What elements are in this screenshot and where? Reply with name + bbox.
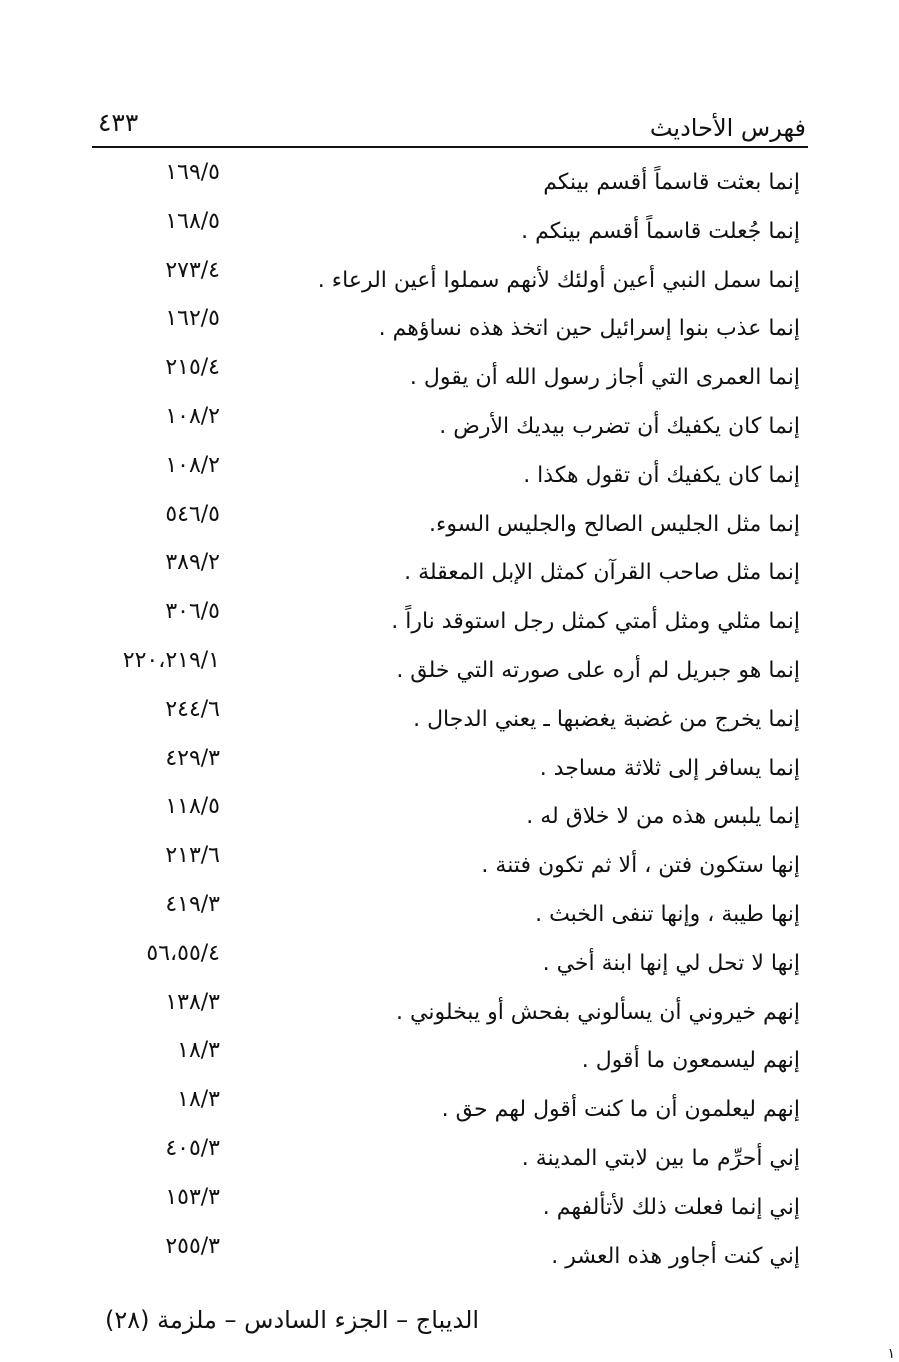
volume-page-reference: ٤١٩/٣ — [165, 891, 220, 917]
hadith-text: إنهم خيروني أن يسألوني بفحش أو يبخلوني . — [396, 999, 800, 1025]
corner-mark: ١ — [887, 1346, 895, 1362]
volume-page-reference: ٣٠٦/٥ — [165, 599, 220, 625]
index-entry — [90, 599, 800, 648]
index-entry — [90, 1038, 800, 1087]
volume-page-reference: ٢٧٣/٤ — [165, 257, 220, 283]
hadith-text: إني أحرِّم ما بين لابتي المدينة . — [521, 1145, 800, 1171]
hadith-text: إنما سمل النبي أعين أولئك لأنهم سملوا أعين الرعاء . — [317, 267, 800, 293]
volume-page-reference: ١٥٣/٣ — [165, 1184, 220, 1210]
volume-page-reference: ٤٠٥/٣ — [165, 1135, 220, 1161]
page-title: فهرس الأحاديث — [649, 114, 806, 142]
index-entry — [90, 746, 800, 795]
index-entry — [90, 258, 800, 307]
volume-page-reference: ١٦٩/٥ — [165, 160, 220, 185]
hadith-text: إنها ستكون فتن ، ألا ثم تكون فتنة . — [481, 853, 800, 879]
volume-page-reference: ١٦٨/٥ — [165, 208, 220, 234]
hadith-index-list — [90, 160, 800, 1282]
volume-page-reference: ١٨/٣ — [177, 1087, 220, 1113]
hadith-text: إنما مثل صاحب القرآن كمثل الإبل المعقلة . — [404, 560, 800, 586]
volume-page-reference: ٣٨٩/٢ — [165, 550, 220, 576]
volume-page-reference: ١٠٨/٢ — [165, 403, 220, 429]
volume-page-reference: ٢٥٥/٣ — [165, 1233, 220, 1259]
hadith-text: إنما كان يكفيك أن تضرب بيديك الأرض . — [439, 413, 800, 439]
hadith-text: إنما هو جبريل لم أره على صورته التي خلق . — [396, 657, 800, 683]
hadith-text: إنها لا تحل لي إنها ابنة أخي . — [542, 950, 800, 976]
hadith-text: إنما يخرج من غضبة يغضبها ـ يعني الدجال . — [413, 706, 800, 732]
hadith-text: إنما مثلي ومثل أمتي كمثل رجل استوقد ناراً . — [391, 609, 800, 635]
volume-page-reference: ٢١٣/٦ — [165, 843, 220, 869]
hadith-text: إنما العمرى التي أجاز رسول الله أن يقول . — [409, 365, 800, 391]
hadith-text: إنما عذب بنوا إسرائيل حين اتخذ هذه نساؤهم . — [378, 316, 800, 342]
volume-page-reference: ٢٤٤/٦ — [165, 696, 220, 722]
hadith-text: إنما يسافر إلى ثلاثة مساجد . — [539, 755, 800, 781]
hadith-text: إنما مثل الجليس الصالح والجليس السوء. — [429, 511, 800, 537]
hadith-text: إنما كان يكفيك أن تقول هكذا . — [523, 462, 800, 488]
volume-page-reference: ٥٦،٥٥/٤ — [146, 940, 220, 966]
volume-page-reference: ١٠٨/٢ — [165, 452, 220, 478]
hadith-text: إنما يلبس هذه من لا خلاق له . — [526, 804, 800, 830]
volume-page-reference: ٥٤٦/٥ — [165, 501, 220, 527]
hadith-text: إنها طيبة ، وإنها تنفى الخبث . — [535, 901, 800, 927]
page-number: ٤٣٣ — [98, 108, 139, 137]
index-entry — [90, 502, 800, 551]
index-entry — [90, 892, 800, 941]
index-entry — [90, 697, 800, 746]
index-entry — [90, 941, 800, 990]
index-entry — [90, 160, 800, 209]
index-entry — [90, 209, 800, 258]
volume-page-reference: ١٨/٣ — [177, 1038, 220, 1064]
hadith-text: إني كنت أجاور هذه العشر . — [551, 1243, 800, 1269]
page-header — [92, 108, 808, 148]
index-entry — [90, 355, 800, 404]
volume-page-reference: ٢١٥/٤ — [165, 355, 220, 381]
hadith-text: إنما جُعلت قاسماً أقسم بينكم . — [521, 218, 800, 244]
index-entry — [90, 453, 800, 502]
index-entry — [90, 550, 800, 599]
header-divider — [92, 146, 808, 148]
index-entry — [90, 1234, 800, 1283]
volume-page-reference: ١١٨/٥ — [165, 794, 220, 820]
volume-page-reference: ١٦٢/٥ — [165, 306, 220, 332]
volume-page-reference: ١٣٨/٣ — [165, 989, 220, 1015]
index-entry — [90, 1185, 800, 1234]
volume-page-reference: ٤٢٩/٣ — [165, 745, 220, 771]
volume-page-reference: ٢٢٠،٢١٩/١ — [122, 647, 220, 673]
hadith-text: إنهم ليسمعون ما أقول . — [581, 1048, 800, 1074]
index-entry — [90, 404, 800, 453]
hadith-text: إنهم ليعلمون أن ما كنت أقول لهم حق . — [441, 1097, 800, 1123]
index-entry — [90, 990, 800, 1039]
hadith-text: إنما بعثت قاسماً أقسم بينكم — [543, 170, 800, 195]
index-entry — [90, 843, 800, 892]
index-entry — [90, 648, 800, 697]
index-entry — [90, 1087, 800, 1136]
hadith-text: إني إنما فعلت ذلك لأتألفهم . — [542, 1194, 800, 1220]
index-entry — [90, 1136, 800, 1185]
index-entry — [90, 794, 800, 843]
index-entry — [90, 306, 800, 355]
page-footer: الديباج – الجزء السادس – ملزمة (٢٨) — [105, 1306, 480, 1334]
